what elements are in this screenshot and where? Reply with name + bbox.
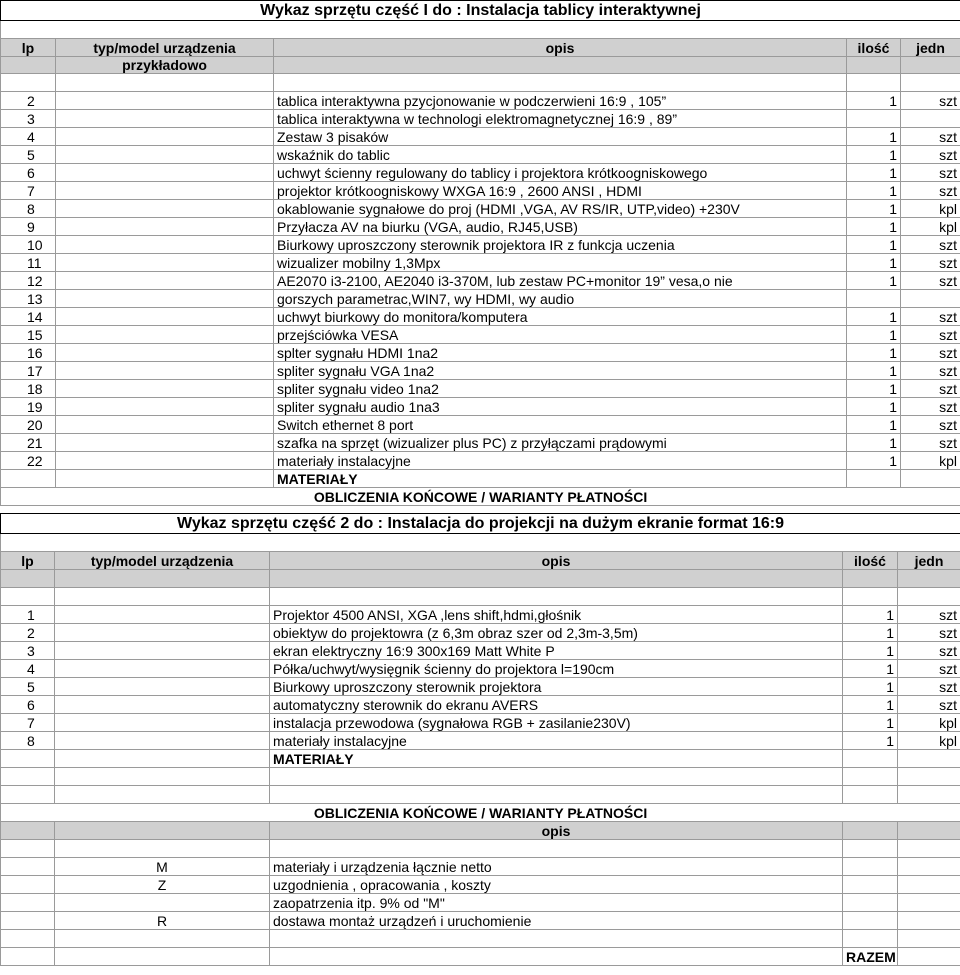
table-row xyxy=(1,678,960,696)
row-opis: uchwyt ścienny regulowany do tablicy i projektora krótkoogniskowego xyxy=(274,164,847,182)
row-lp: 12 xyxy=(1,272,56,290)
row-opis: wskaźnik do tablic xyxy=(274,146,847,164)
row-opis: spliter sygnału VGA 1na2 xyxy=(274,362,847,380)
row-jedn: szt xyxy=(901,326,960,344)
row-jedn: szt xyxy=(898,660,960,678)
spacer-row xyxy=(1,21,960,39)
header-jedn: jedn xyxy=(898,552,960,570)
table-row xyxy=(1,380,960,398)
row-ilosc: 1 xyxy=(847,380,901,398)
row-jedn: szt xyxy=(901,398,960,416)
table-row xyxy=(1,272,960,290)
row-lp: 5 xyxy=(1,146,56,164)
row-jedn: kpl xyxy=(901,200,960,218)
row-lp: 16 xyxy=(1,344,56,362)
row-jedn: szt xyxy=(901,308,960,326)
row-opis: AE2070 i3-2100, AE2040 i3-370M, lub zestaw PC+monitor 19” vesa,o nie xyxy=(274,272,847,290)
row-ilosc: 1 xyxy=(847,92,901,110)
row-ilosc: 1 xyxy=(847,146,901,164)
header-model: typ/model urządzenia xyxy=(55,552,270,570)
row-ilosc: 1 xyxy=(847,416,901,434)
row-jedn: szt xyxy=(901,362,960,380)
row-jedn: kpl xyxy=(901,218,960,236)
row-ilosc: 1 xyxy=(843,714,898,732)
row-lp: 3 xyxy=(1,642,55,660)
row-opis: Przyłacza AV na biurku (VGA, audio, RJ45,USB) xyxy=(274,218,847,236)
row-jedn: szt xyxy=(901,416,960,434)
row-lp: 4 xyxy=(1,660,55,678)
row-ilosc: 1 xyxy=(847,362,901,380)
row-opis: obiektyw do projektowra (z 6,3m obraz szer od 2,3m-3,5m) xyxy=(270,624,843,642)
part2-table xyxy=(0,513,960,966)
row-opis: Projektor 4500 ANSI, XGA ,lens shift,hdmi,głośnik xyxy=(270,606,843,624)
summary-code xyxy=(55,894,270,912)
row-ilosc: 1 xyxy=(847,164,901,182)
row-jedn: szt xyxy=(901,164,960,182)
row-opis: okablowanie sygnałowe do proj (HDMI ,VGA, AV RS/IR, UTP,video) +230V xyxy=(274,200,847,218)
row-ilosc: 1 xyxy=(847,452,901,470)
row-jedn: szt xyxy=(901,146,960,164)
row-jedn xyxy=(901,290,960,308)
row-lp: 7 xyxy=(1,714,55,732)
row-ilosc: 1 xyxy=(847,398,901,416)
table-row xyxy=(1,624,960,642)
row-opis: gorszych parametrac,WIN7, wy HDMI, wy audio xyxy=(274,290,847,308)
row-jedn: szt xyxy=(901,380,960,398)
table-row xyxy=(1,642,960,660)
row-jedn: kpl xyxy=(901,452,960,470)
row-ilosc: 1 xyxy=(847,326,901,344)
row-lp: 21 xyxy=(1,434,56,452)
summary-row xyxy=(1,876,960,894)
row-model xyxy=(56,200,274,218)
table-row xyxy=(1,326,960,344)
row-ilosc: 1 xyxy=(843,678,898,696)
row-opis: Switch ethernet 8 port xyxy=(274,416,847,434)
row-model xyxy=(56,182,274,200)
row-lp: 8 xyxy=(1,200,56,218)
row-ilosc: 1 xyxy=(847,272,901,290)
row-lp: 13 xyxy=(1,290,56,308)
header-model-sub: przykładowo xyxy=(56,57,274,74)
row-opis: szafka na sprzęt (wizualizer plus PC) z przyłączami prądowymi xyxy=(274,434,847,452)
row-opis: spliter sygnału audio 1na3 xyxy=(274,398,847,416)
row-model xyxy=(56,218,274,236)
row-model xyxy=(56,452,274,470)
row-opis: materiały instalacyjne xyxy=(270,732,843,750)
header-jedn: jedn xyxy=(901,39,960,57)
row-ilosc: 1 xyxy=(843,696,898,714)
part1-obliczenia: OBLICZENIA KOŃCOWE / WARIANTY PŁATNOŚCI xyxy=(1,488,960,506)
table-row xyxy=(1,696,960,714)
row-model xyxy=(55,660,270,678)
row-jedn: szt xyxy=(898,624,960,642)
row-model xyxy=(56,272,274,290)
row-model xyxy=(55,642,270,660)
row-lp: 19 xyxy=(1,398,56,416)
row-ilosc: 1 xyxy=(843,660,898,678)
table-row xyxy=(1,660,960,678)
row-lp: 4 xyxy=(1,128,56,146)
row-lp: 3 xyxy=(1,110,56,128)
summary-text: dostawa montaż urządzeń i uruchomienie xyxy=(270,912,843,930)
table-row xyxy=(1,236,960,254)
row-opis: wizualizer mobilny 1,3Mpx xyxy=(274,254,847,272)
row-model xyxy=(56,362,274,380)
row-ilosc: 1 xyxy=(847,218,901,236)
summary-row xyxy=(1,858,960,876)
row-ilosc: 1 xyxy=(843,732,898,750)
header-opis: opis xyxy=(270,552,843,570)
summary-row xyxy=(1,912,960,930)
row-lp: 11 xyxy=(1,254,56,272)
row-jedn: kpl xyxy=(898,732,960,750)
table-row xyxy=(1,164,960,182)
header-lp: lp xyxy=(1,39,56,57)
row-opis: projektor krótkoogniskowy WXGA 16:9 , 2600 ANSI , HDMI xyxy=(274,182,847,200)
row-opis: instalacja przewodowa (sygnałowa RGB + zasilanie230V) xyxy=(270,714,843,732)
row-model xyxy=(55,732,270,750)
row-model xyxy=(56,326,274,344)
row-opis: uchwyt biurkowy do monitora/komputera xyxy=(274,308,847,326)
row-model xyxy=(55,624,270,642)
table-row xyxy=(1,128,960,146)
row-model xyxy=(56,92,274,110)
header-ilosc: ilość xyxy=(843,552,898,570)
row-opis: Biurkowy uproszczony sterownik projektora IR z funkcja uczenia xyxy=(274,236,847,254)
row-model xyxy=(56,128,274,146)
summary-opis-header: opis xyxy=(270,822,843,840)
row-model xyxy=(56,434,274,452)
table-row xyxy=(1,732,960,750)
row-lp: 20 xyxy=(1,416,56,434)
part2-obliczenia: OBLICZENIA KOŃCOWE / WARIANTY PŁATNOŚCI xyxy=(1,804,960,822)
row-model xyxy=(56,146,274,164)
summary-row xyxy=(1,894,960,912)
header-ilosc: ilość xyxy=(847,39,901,57)
row-lp: 2 xyxy=(1,624,55,642)
row-opis: tablica interaktywna pzycjonowanie w podczerwieni 16:9 , 105” xyxy=(274,92,847,110)
summary-text: zaopatrzenia itp. 9% od "M" xyxy=(270,894,843,912)
row-jedn: szt xyxy=(898,606,960,624)
row-jedn: szt xyxy=(901,182,960,200)
table-row xyxy=(1,308,960,326)
row-opis: ekran elektryczny 16:9 300x169 Matt White P xyxy=(270,642,843,660)
row-lp: 2 xyxy=(1,92,56,110)
row-opis: Półka/uchwyt/wysięgnik ścienny do projektora l=190cm xyxy=(270,660,843,678)
header-model: typ/model urządzenia xyxy=(56,39,274,57)
row-lp: 18 xyxy=(1,380,56,398)
row-model xyxy=(56,416,274,434)
table-row xyxy=(1,398,960,416)
part2-sheet xyxy=(0,513,960,966)
part1-title: Wykaz sprzętu część I do : Instalacja tablicy interaktywnej xyxy=(1,1,960,21)
table-row xyxy=(1,110,960,128)
row-model xyxy=(56,290,274,308)
row-ilosc: 1 xyxy=(847,128,901,146)
row-opis: materiały instalacyjne xyxy=(274,452,847,470)
row-model xyxy=(56,164,274,182)
row-model xyxy=(56,308,274,326)
row-jedn: szt xyxy=(901,344,960,362)
header-lp: lp xyxy=(1,552,55,570)
row-jedn: szt xyxy=(901,92,960,110)
row-opis: automatyczny sterownik do ekranu AVERS xyxy=(270,696,843,714)
table-row xyxy=(1,714,960,732)
summary-code: M xyxy=(55,858,270,876)
row-model xyxy=(55,606,270,624)
row-jedn: szt xyxy=(901,434,960,452)
row-opis: spliter sygnału video 1na2 xyxy=(274,380,847,398)
row-opis: Biurkowy uproszczony sterownik projektora xyxy=(270,678,843,696)
row-model xyxy=(56,398,274,416)
row-jedn xyxy=(901,110,960,128)
row-ilosc: 1 xyxy=(843,606,898,624)
row-opis: przejściówka VESA xyxy=(274,326,847,344)
table-row xyxy=(1,146,960,164)
row-model xyxy=(56,254,274,272)
row-jedn: szt xyxy=(898,696,960,714)
row-lp: 1 xyxy=(1,606,55,624)
row-lp: 10 xyxy=(1,236,56,254)
row-jedn: szt xyxy=(898,678,960,696)
row-ilosc: 1 xyxy=(843,624,898,642)
spacer-row xyxy=(1,534,960,552)
summary-code: R xyxy=(55,912,270,930)
table-row xyxy=(1,434,960,452)
row-lp: 5 xyxy=(1,678,55,696)
summary-text: materiały i urządzenia łącznie netto xyxy=(270,858,843,876)
part2-materialy: MATERIAŁY xyxy=(270,750,843,768)
part2-title: Wykaz sprzętu część 2 do : Instalacja do projekcji na dużym ekranie format 16:9 xyxy=(1,514,960,534)
row-lp: 6 xyxy=(1,696,55,714)
row-ilosc xyxy=(847,290,901,308)
row-jedn: szt xyxy=(901,128,960,146)
table-row xyxy=(1,182,960,200)
summary-code: Z xyxy=(55,876,270,894)
row-model xyxy=(55,696,270,714)
table-row xyxy=(1,200,960,218)
row-ilosc: 1 xyxy=(847,236,901,254)
row-lp: 9 xyxy=(1,218,56,236)
table-row xyxy=(1,92,960,110)
row-lp: 17 xyxy=(1,362,56,380)
row-ilosc: 1 xyxy=(847,254,901,272)
row-jedn: szt xyxy=(898,642,960,660)
row-jedn: szt xyxy=(901,272,960,290)
row-opis: splter sygnału HDMI 1na2 xyxy=(274,344,847,362)
row-model xyxy=(56,110,274,128)
table-row xyxy=(1,606,960,624)
row-lp: 6 xyxy=(1,164,56,182)
row-lp: 7 xyxy=(1,182,56,200)
row-model xyxy=(56,380,274,398)
table-row xyxy=(1,416,960,434)
row-model xyxy=(56,236,274,254)
table-row xyxy=(1,362,960,380)
row-jedn: szt xyxy=(901,254,960,272)
row-lp: 15 xyxy=(1,326,56,344)
row-opis: Zestaw 3 pisaków xyxy=(274,128,847,146)
row-ilosc: 1 xyxy=(847,308,901,326)
row-model xyxy=(55,678,270,696)
row-ilosc: 1 xyxy=(847,344,901,362)
table-row xyxy=(1,290,960,308)
summary-text: uzgodnienia , opracowania , koszty xyxy=(270,876,843,894)
row-ilosc: 1 xyxy=(847,200,901,218)
row-model xyxy=(55,714,270,732)
header-opis: opis xyxy=(274,39,847,57)
table-row xyxy=(1,254,960,272)
row-model xyxy=(56,344,274,362)
row-jedn: szt xyxy=(901,236,960,254)
row-ilosc xyxy=(847,110,901,128)
table-row xyxy=(1,452,960,470)
row-jedn: kpl xyxy=(898,714,960,732)
row-lp: 22 xyxy=(1,452,56,470)
row-ilosc: 1 xyxy=(847,182,901,200)
row-opis: tablica interaktywna w technologi elektromagnetycznej 16:9 , 89” xyxy=(274,110,847,128)
row-lp: 8 xyxy=(1,732,55,750)
table-row xyxy=(1,218,960,236)
row-ilosc: 1 xyxy=(843,642,898,660)
row-lp: 14 xyxy=(1,308,56,326)
razem-label: RAZEM xyxy=(843,948,898,966)
row-ilosc: 1 xyxy=(847,434,901,452)
part1-materialy: MATERIAŁY xyxy=(274,470,847,488)
table-row xyxy=(1,344,960,362)
